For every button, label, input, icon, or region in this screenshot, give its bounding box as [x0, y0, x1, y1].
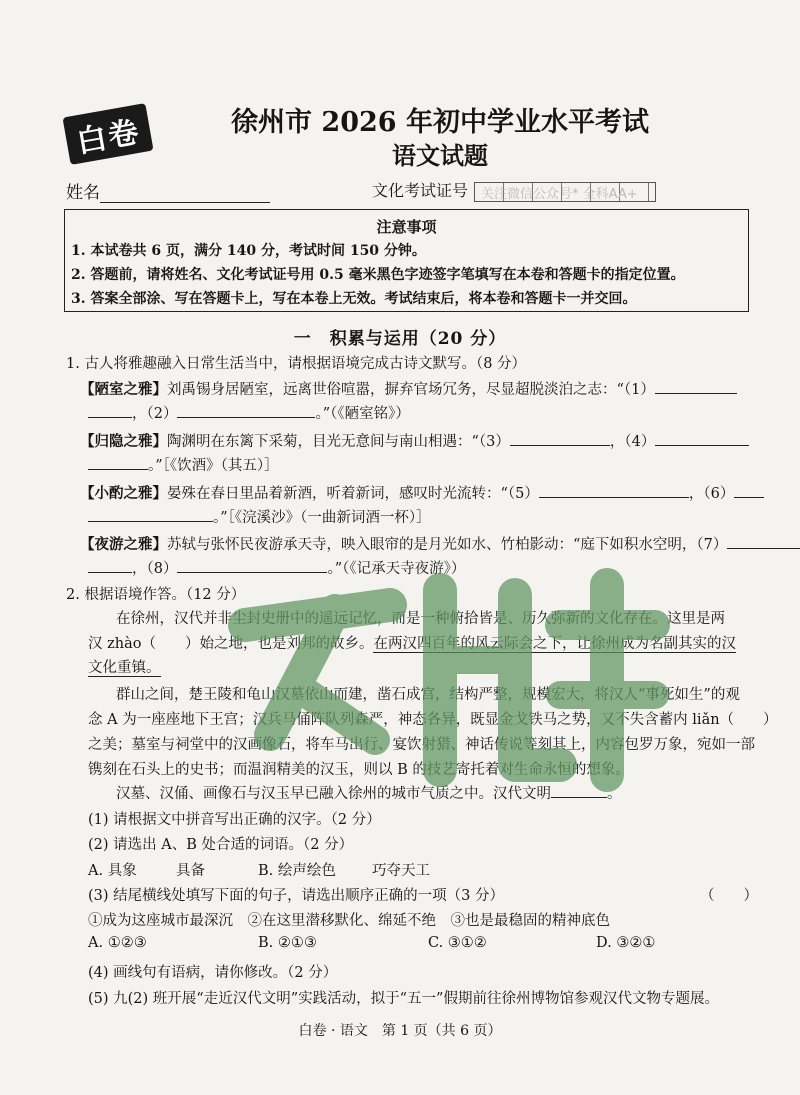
q1-tag-3: 【小酌之雅】 — [80, 485, 167, 502]
q1-line-1 — [80, 378, 737, 399]
underlined-sentence-end: 文化重镇。 — [88, 660, 161, 676]
q2-para-4: 群山之间，楚王陵和龟山汉墓依山而建，凿石成宫，结构严整，规模宏大，将汉人“事死如生”的观 — [116, 687, 740, 703]
section-title: 一 积累与运用（20 分） — [293, 329, 507, 349]
blank-1[interactable] — [655, 379, 737, 394]
q1-line-5 — [80, 482, 764, 503]
page-footer: 白卷 · 语文 第 1 页（共 6 页） — [298, 1023, 502, 1039]
exam-id-label: 文化考试证号 — [372, 181, 469, 200]
notice-item-2: 2. 答题前，请将姓名、文化考试证号用 0.5 毫米黑色字迹签字笔填写在本卷和答题卡的指定位置。 — [71, 267, 685, 283]
blank-6-cont[interactable] — [88, 507, 213, 522]
q1-stem: 1. 古人将雅趣融入日常生活当中，请根据语境完成古诗文默写。（8 分） — [66, 356, 527, 372]
blank-2[interactable] — [177, 403, 315, 418]
exam-subtitle: 语文试题 — [392, 141, 488, 170]
q1-text-3: 陶渊明在东篱下采菊，目光无意间与南山相遇：“（3） — [167, 434, 510, 450]
choice-c[interactable]: C. ③①② — [428, 935, 487, 951]
q2-sub-5: (5) 九(2) 班开展“走近汉代文明”实践活动，拟于“五一”假期前往徐州博物馆参观汉代文物专题展。 — [88, 991, 719, 1007]
q2-para-8 — [116, 782, 622, 803]
q1-text-5b: ，（6） — [688, 486, 735, 502]
q2-para-3 — [88, 656, 161, 677]
q1-text-1: 刘禹锡身居陋室，远离世俗喧嚣，摒弃官场冗务，尽显超脱淡泊之志：“（1） — [167, 382, 655, 398]
exam-id-watermark: 关注微信公众号* 全科AA+ — [481, 186, 638, 202]
q2-para-8b: 。 — [607, 786, 622, 802]
q1-text-4: 。”［《饮酒》（其五）］ — [148, 458, 279, 474]
q1-tag-1: 【陋室之雅】 — [80, 381, 167, 398]
q2-para-7: 镌刻在石头上的史书；而温润精美的汉玉，则以 B 的技艺寄托着对生命永恒的想象。 — [88, 762, 630, 778]
name-label: 姓名 — [66, 183, 100, 203]
q2-sub-2-option-a-2: 具备 — [176, 863, 205, 879]
paper-badge: 白卷 — [62, 103, 153, 165]
blank-4[interactable] — [655, 431, 749, 446]
notice-box — [64, 209, 749, 312]
q2-para-2 — [88, 632, 736, 653]
q1-tag-2: 【归隐之雅】 — [80, 433, 167, 450]
exam-id-boxes[interactable] — [474, 182, 656, 202]
notice-item-3: 3. 答案全部涂、写在答题卡上，写在本卷上无效。考试结束后，将本卷和答题卡一并交回。 — [71, 291, 637, 307]
q1-text-2a: ，（2） — [132, 406, 178, 422]
underlined-sentence: 在两汉四百年的风云际会之下，让徐州成为名副其实的汉 — [373, 636, 736, 652]
blank-ending[interactable] — [551, 783, 607, 798]
q2-para-8a: 汉墓、汉俑、画像石与汉玉早已融入徐州的城市气质之中。汉代文明 — [116, 786, 551, 802]
blank-7[interactable] — [727, 534, 800, 549]
q1-text-7: 苏轼与张怀民夜游承天寺，映入眼帘的是月光如水、竹柏影动：“庭下如积水空明，（7） — [167, 537, 728, 553]
name-field — [66, 178, 270, 203]
q1-line-3 — [80, 430, 749, 451]
exam-title: 徐州市 2026 年初中学业水平考试 — [231, 107, 649, 138]
q2-stem: 2. 根据语境作答。（12 分） — [66, 587, 246, 603]
name-line[interactable] — [100, 186, 270, 203]
choice-a[interactable]: A. ①②③ — [88, 935, 147, 951]
notice-title: 注意事项 — [376, 218, 437, 236]
q2-sub-4: (4) 画线句有语病，请你修改。（2 分） — [88, 965, 338, 981]
q1-text-6: 。”［《浣溪沙》（一曲新词酒一杯）］ — [213, 510, 431, 526]
q1-line-7 — [80, 533, 800, 554]
q2-sub-2-option-a[interactable]: A. 具象 — [88, 863, 137, 879]
blank-6[interactable] — [734, 483, 764, 498]
blank-7-cont[interactable] — [88, 558, 132, 573]
q2-sub-1: (1) 请根据文中拼音写出正确的汉字。（2 分） — [88, 812, 381, 828]
q1-line-2 — [88, 402, 410, 423]
q1-text-8b: 。”（《记承天寺夜游》） — [327, 561, 466, 577]
q2-sub-3-sentences: ①成为这座城市最深沉 ②在这里潜移默化、绵延不绝 ③也是最稳固的精神底色 — [88, 913, 610, 929]
blank-4-cont[interactable] — [88, 455, 148, 470]
q2-para-6: 之美；墓室与祠堂中的汉画像石，将车马出行、宴饮射猎、神话传说等刻其上，内容包罗万象，宛如一部 — [88, 737, 755, 753]
q2-sub-3: (3) 结尾横线处填写下面的句子，请选出顺序正确的一项（3 分） — [88, 888, 504, 904]
exam-id-field — [372, 178, 656, 202]
q1-line-4 — [88, 454, 279, 475]
q1-line-6 — [88, 506, 431, 527]
q2-para-2a: 汉 zhào（ ）始之地，也是刘邦的故乡。 — [88, 636, 374, 652]
q2-sub-2-option-b[interactable]: B. 绘声绘色 — [258, 863, 336, 879]
q1-tag-4: 【夜游之雅】 — [80, 536, 167, 553]
blank-5[interactable] — [539, 483, 689, 498]
blank-3[interactable] — [510, 431, 610, 446]
q2-sub-2-option-b-2: 巧夺天工 — [372, 863, 430, 879]
choice-d[interactable]: D. ③②① — [596, 935, 656, 951]
notice-item-1: 1. 本试卷共 6 页，满分 140 分，考试时间 150 分钟。 — [71, 243, 426, 259]
q2-para-1: 在徐州，汉代并非尘封史册中的遥远记忆，而是一种俯拾皆是、历久弥新的文化存在。这里是两 — [116, 611, 725, 627]
choice-b[interactable]: B. ②①③ — [258, 935, 317, 951]
q1-line-8 — [88, 557, 465, 578]
q1-text-2b: 。”（《陋室铭》） — [315, 406, 410, 422]
q1-text-3b: ，（4） — [609, 434, 656, 450]
blank-8[interactable] — [177, 558, 327, 573]
q1-text-8a: ，（8） — [132, 561, 178, 577]
answer-parens[interactable]: （ ） — [700, 888, 758, 904]
q2-para-5: 念 A 为一座座地下王宫；汉兵马俑阵队列森严，神态各异，既显金戈铁马之势，又不失含蓄内 liǎn（ ） — [88, 712, 778, 728]
q1-text-5: 晏殊在春日里品着新酒，听着新词，感叹时光流转：“（5） — [167, 486, 539, 502]
blank-1-cont[interactable] — [88, 403, 132, 418]
q2-sub-2: (2) 请选出 A、B 处合适的词语。（2 分） — [88, 837, 354, 853]
